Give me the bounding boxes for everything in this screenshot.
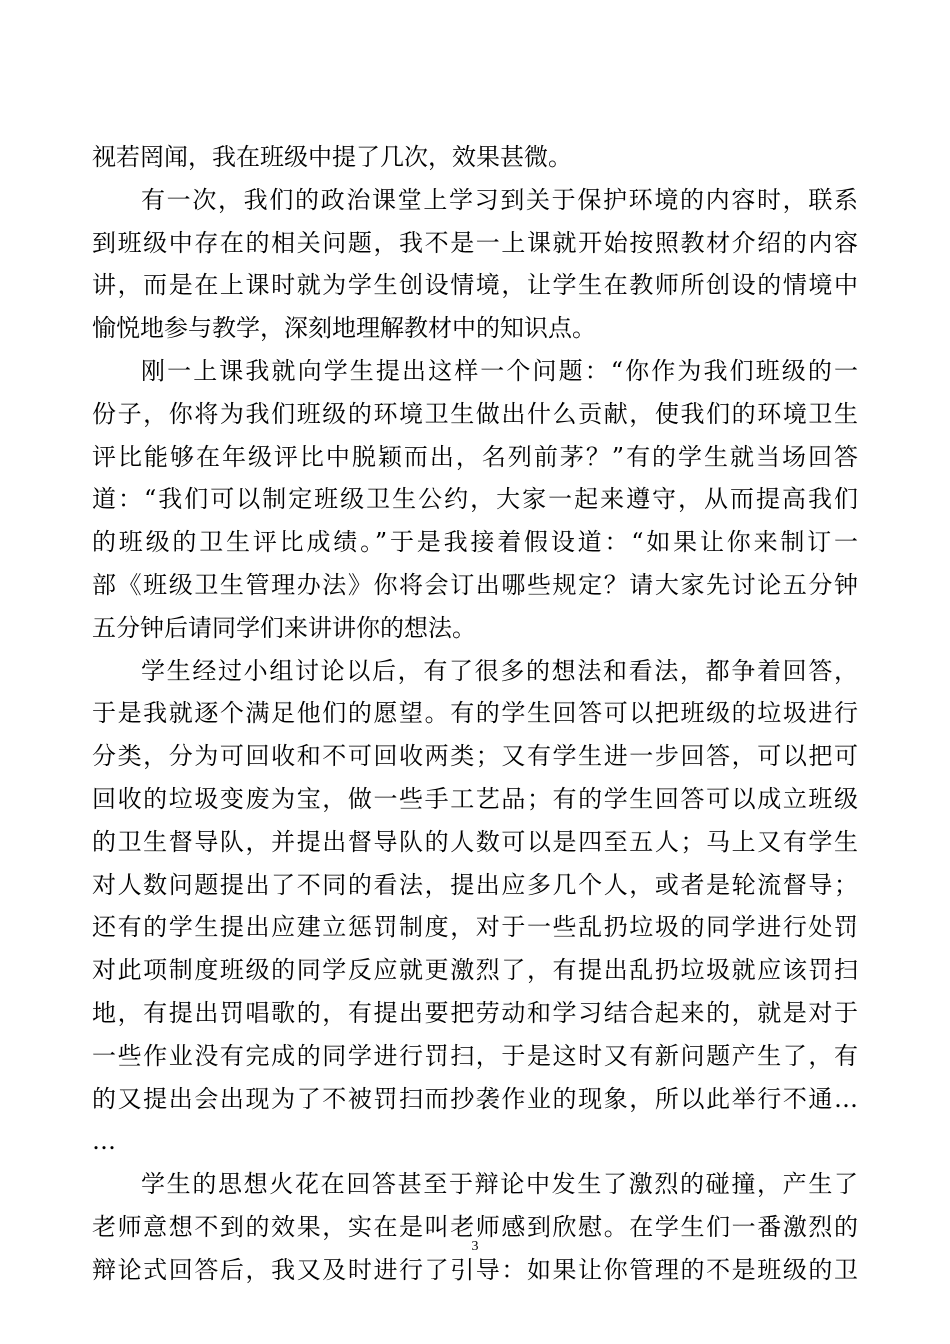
text-line: 愉悦地参与教学，深刻地理解教材中的知识点。 — [92, 314, 596, 343]
text-line: 学生的思想火花在回答甚至于辩论中发生了激烈的碰撞，产生了 — [141, 1170, 858, 1199]
text-line: 评比能够在年级评比中脱颖而出，名列前茅？”有的学生就当场回答 — [92, 442, 858, 471]
text-line: 五分钟后请同学们来讲讲你的想法。 — [92, 613, 476, 642]
text-line: 分类，分为可回收和不可回收两类；又有学生进一步回答，可以把可 — [92, 742, 858, 771]
text-line: 视若罔闻，我在班级中提了几次，效果甚微。 — [92, 143, 572, 171]
text-line: … — [92, 1127, 116, 1156]
text-line: 地，有提出罚唱歌的，有提出要把劳动和学习结合起来的，就是对于 — [92, 998, 858, 1027]
text-line: 有一次，我们的政治课堂上学习到关于保护环境的内容时，联系 — [141, 185, 858, 214]
text-line: 份子，你将为我们班级的环境卫生做出什么贡献，使我们的环境卫生 — [92, 399, 858, 428]
text-line: 老师意想不到的效果，实在是叫老师感到欣慰。在学生们一番激烈的 — [92, 1212, 858, 1241]
text-line: 的班级的卫生评比成绩。”于是我接着假设道：“如果让你来制订一 — [92, 528, 858, 557]
text-line: 辩论式回答后，我又及时进行了引导：如果让你管理的不是班级的卫 — [92, 1255, 858, 1284]
text-line: 对人数问题提出了不同的看法，提出应多几个人，或者是轮流督导； — [92, 870, 858, 899]
text-line: 回收的垃圾变废为宝，做一些手工艺品；有的学生回答可以成立班级 — [92, 784, 858, 813]
text-line: 于是我就逐个满足他们的愿望。有的学生回答可以把班级的垃圾进行 — [92, 699, 858, 728]
text-line: 道：“我们可以制定班级卫生公约，大家一起来遵守，从而提高我们 — [92, 485, 858, 514]
body-text — [92, 136, 858, 1292]
page-number: 3 — [471, 1239, 479, 1254]
text-line: 的卫生督导队，并提出督导队的人数可以是四至五人；马上又有学生 — [92, 827, 858, 856]
text-line: 的又提出会出现为了不被罚扫而抄袭作业的现象，所以此举行不通… — [92, 1084, 858, 1113]
text-line: 还有的学生提出应建立惩罚制度，对于一些乱扔垃圾的同学进行处罚 — [92, 913, 858, 942]
text-line: 对此项制度班级的同学反应就更激烈了，有提出乱扔垃圾就应该罚扫 — [92, 956, 858, 985]
text-line: 部《班级卫生管理办法》你将会订出哪些规定？请大家先讨论五分钟 — [92, 570, 858, 599]
text-line: 讲，而是在上课时就为学生创设情境，让学生在教师所创设的情境中 — [92, 271, 858, 300]
text-line: 一些作业没有完成的同学进行罚扫，于是这时又有新问题产生了，有 — [92, 1041, 858, 1070]
text-line: 刚一上课我就向学生提出这样一个问题：“你作为我们班级的一 — [141, 356, 858, 385]
text-line: 学生经过小组讨论以后，有了很多的想法和看法，都争着回答， — [141, 656, 858, 685]
text-line: 到班级中存在的相关问题，我不是一上课就开始按照教材介绍的内容 — [92, 228, 858, 257]
